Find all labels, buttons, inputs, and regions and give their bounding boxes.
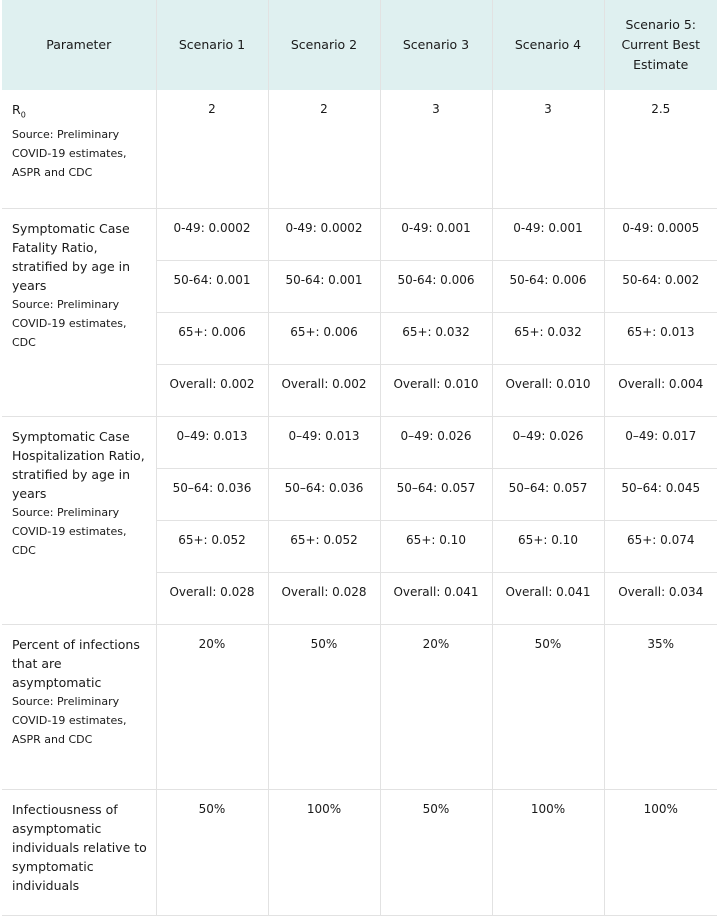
scenario-table-container bbox=[2, 0, 717, 916]
header-scenario-5-line2: Current Best bbox=[621, 37, 701, 52]
cfr-50-64-scenario-5: 50-64: 0.002 bbox=[604, 261, 717, 313]
table-row-cfr-0-49 bbox=[2, 209, 717, 261]
cfr-65-plus-scenario-4: 65+: 0.032 bbox=[492, 313, 604, 365]
asym-scenario-2: 50% bbox=[268, 625, 380, 790]
r0-scenario-2: 2 bbox=[268, 90, 380, 209]
asym-scenario-1: 20% bbox=[156, 625, 268, 790]
chr-65-plus-scenario-4: 65+: 0.10 bbox=[492, 521, 604, 573]
table-row-asymptomatic bbox=[2, 625, 717, 790]
cfr-65-plus-scenario-3: 65+: 0.032 bbox=[380, 313, 492, 365]
param-asymptomatic bbox=[2, 625, 156, 790]
header-row bbox=[2, 0, 717, 90]
chr-65-plus-scenario-1: 65+: 0.052 bbox=[156, 521, 268, 573]
chr-65-plus-scenario-5: 65+: 0.074 bbox=[604, 521, 717, 573]
r0-scenario-1: 2 bbox=[156, 90, 268, 209]
chr-overall-scenario-5: Overall: 0.034 bbox=[604, 573, 717, 625]
infect-scenario-3: 50% bbox=[380, 790, 492, 916]
param-asymptomatic-source: Source: Preliminary COVID-19 estimates, ASPR and CDC bbox=[12, 695, 127, 746]
header-scenario-5-line3: Estimate bbox=[633, 57, 689, 72]
chr-50-64-scenario-3: 50–64: 0.057 bbox=[380, 469, 492, 521]
chr-50-64-scenario-1: 50–64: 0.036 bbox=[156, 469, 268, 521]
scenario-parameters-table bbox=[2, 0, 717, 916]
chr-65-plus-scenario-3: 65+: 0.10 bbox=[380, 521, 492, 573]
r0-scenario-3: 3 bbox=[380, 90, 492, 209]
cfr-50-64-scenario-3: 50-64: 0.006 bbox=[380, 261, 492, 313]
r0-scenario-5: 2.5 bbox=[604, 90, 717, 209]
header-scenario-5 bbox=[604, 0, 717, 90]
cfr-overall-scenario-5: Overall: 0.004 bbox=[604, 365, 717, 417]
chr-50-64-scenario-4: 50–64: 0.057 bbox=[492, 469, 604, 521]
header-scenario-1: Scenario 1 bbox=[156, 0, 268, 90]
header-parameter: Parameter bbox=[2, 0, 156, 90]
chr-overall-scenario-4: Overall: 0.041 bbox=[492, 573, 604, 625]
param-infectiousness bbox=[2, 790, 156, 916]
asym-scenario-3: 20% bbox=[380, 625, 492, 790]
r0-scenario-4: 3 bbox=[492, 90, 604, 209]
param-asymptomatic-label: Percent of infections that are asymptomatic bbox=[12, 637, 140, 690]
param-chr bbox=[2, 417, 156, 625]
param-r0 bbox=[2, 90, 156, 209]
infect-scenario-5: 100% bbox=[604, 790, 717, 916]
infect-scenario-1: 50% bbox=[156, 790, 268, 916]
chr-0-49-scenario-5: 0–49: 0.017 bbox=[604, 417, 717, 469]
table-row-chr-0-49 bbox=[2, 417, 717, 469]
asym-scenario-5: 35% bbox=[604, 625, 717, 790]
header-scenario-3: Scenario 3 bbox=[380, 0, 492, 90]
cfr-overall-scenario-4: Overall: 0.010 bbox=[492, 365, 604, 417]
infect-scenario-4: 100% bbox=[492, 790, 604, 916]
cfr-65-plus-scenario-5: 65+: 0.013 bbox=[604, 313, 717, 365]
param-infectiousness-label: Infectiousness of asymptomatic individuals relative to symptomatic individuals bbox=[12, 802, 147, 893]
table-row-infectiousness bbox=[2, 790, 717, 916]
chr-65-plus-scenario-2: 65+: 0.052 bbox=[268, 521, 380, 573]
cfr-50-64-scenario-2: 50-64: 0.001 bbox=[268, 261, 380, 313]
chr-0-49-scenario-1: 0–49: 0.013 bbox=[156, 417, 268, 469]
cfr-0-49-scenario-1: 0-49: 0.0002 bbox=[156, 209, 268, 261]
cfr-50-64-scenario-1: 50-64: 0.001 bbox=[156, 261, 268, 313]
chr-50-64-scenario-2: 50–64: 0.036 bbox=[268, 469, 380, 521]
chr-overall-scenario-3: Overall: 0.041 bbox=[380, 573, 492, 625]
cfr-overall-scenario-2: Overall: 0.002 bbox=[268, 365, 380, 417]
infect-scenario-2: 100% bbox=[268, 790, 380, 916]
asym-scenario-4: 50% bbox=[492, 625, 604, 790]
cfr-50-64-scenario-4: 50-64: 0.006 bbox=[492, 261, 604, 313]
header-scenario-4: Scenario 4 bbox=[492, 0, 604, 90]
header-scenario-2: Scenario 2 bbox=[268, 0, 380, 90]
param-cfr-label: Symptomatic Case Fatality Ratio, stratified by age in years bbox=[12, 221, 131, 293]
param-chr-source: Source: Preliminary COVID-19 estimates, CDC bbox=[12, 506, 127, 557]
header-scenario-5-line1: Scenario 5: bbox=[625, 17, 696, 32]
cfr-overall-scenario-1: Overall: 0.002 bbox=[156, 365, 268, 417]
cfr-65-plus-scenario-1: 65+: 0.006 bbox=[156, 313, 268, 365]
table-row-r0 bbox=[2, 90, 717, 209]
chr-0-49-scenario-4: 0–49: 0.026 bbox=[492, 417, 604, 469]
cfr-0-49-scenario-3: 0-49: 0.001 bbox=[380, 209, 492, 261]
cfr-0-49-scenario-5: 0-49: 0.0005 bbox=[604, 209, 717, 261]
param-r0-subscript: 0 bbox=[20, 110, 26, 120]
cfr-65-plus-scenario-2: 65+: 0.006 bbox=[268, 313, 380, 365]
cfr-0-49-scenario-4: 0-49: 0.001 bbox=[492, 209, 604, 261]
cfr-overall-scenario-3: Overall: 0.010 bbox=[380, 365, 492, 417]
param-cfr-source: Source: Preliminary COVID-19 estimates, CDC bbox=[12, 298, 127, 349]
param-r0-source: Source: Preliminary COVID-19 estimates, ASPR and CDC bbox=[12, 127, 127, 179]
param-chr-label: Symptomatic Case Hospitalization Ratio, stratified by age in years bbox=[12, 429, 145, 501]
cfr-0-49-scenario-2: 0-49: 0.0002 bbox=[268, 209, 380, 261]
chr-0-49-scenario-3: 0–49: 0.026 bbox=[380, 417, 492, 469]
chr-overall-scenario-1: Overall: 0.028 bbox=[156, 573, 268, 625]
chr-0-49-scenario-2: 0–49: 0.013 bbox=[268, 417, 380, 469]
chr-50-64-scenario-5: 50–64: 0.045 bbox=[604, 469, 717, 521]
param-cfr bbox=[2, 209, 156, 417]
chr-overall-scenario-2: Overall: 0.028 bbox=[268, 573, 380, 625]
param-r0-label: R bbox=[12, 102, 21, 117]
